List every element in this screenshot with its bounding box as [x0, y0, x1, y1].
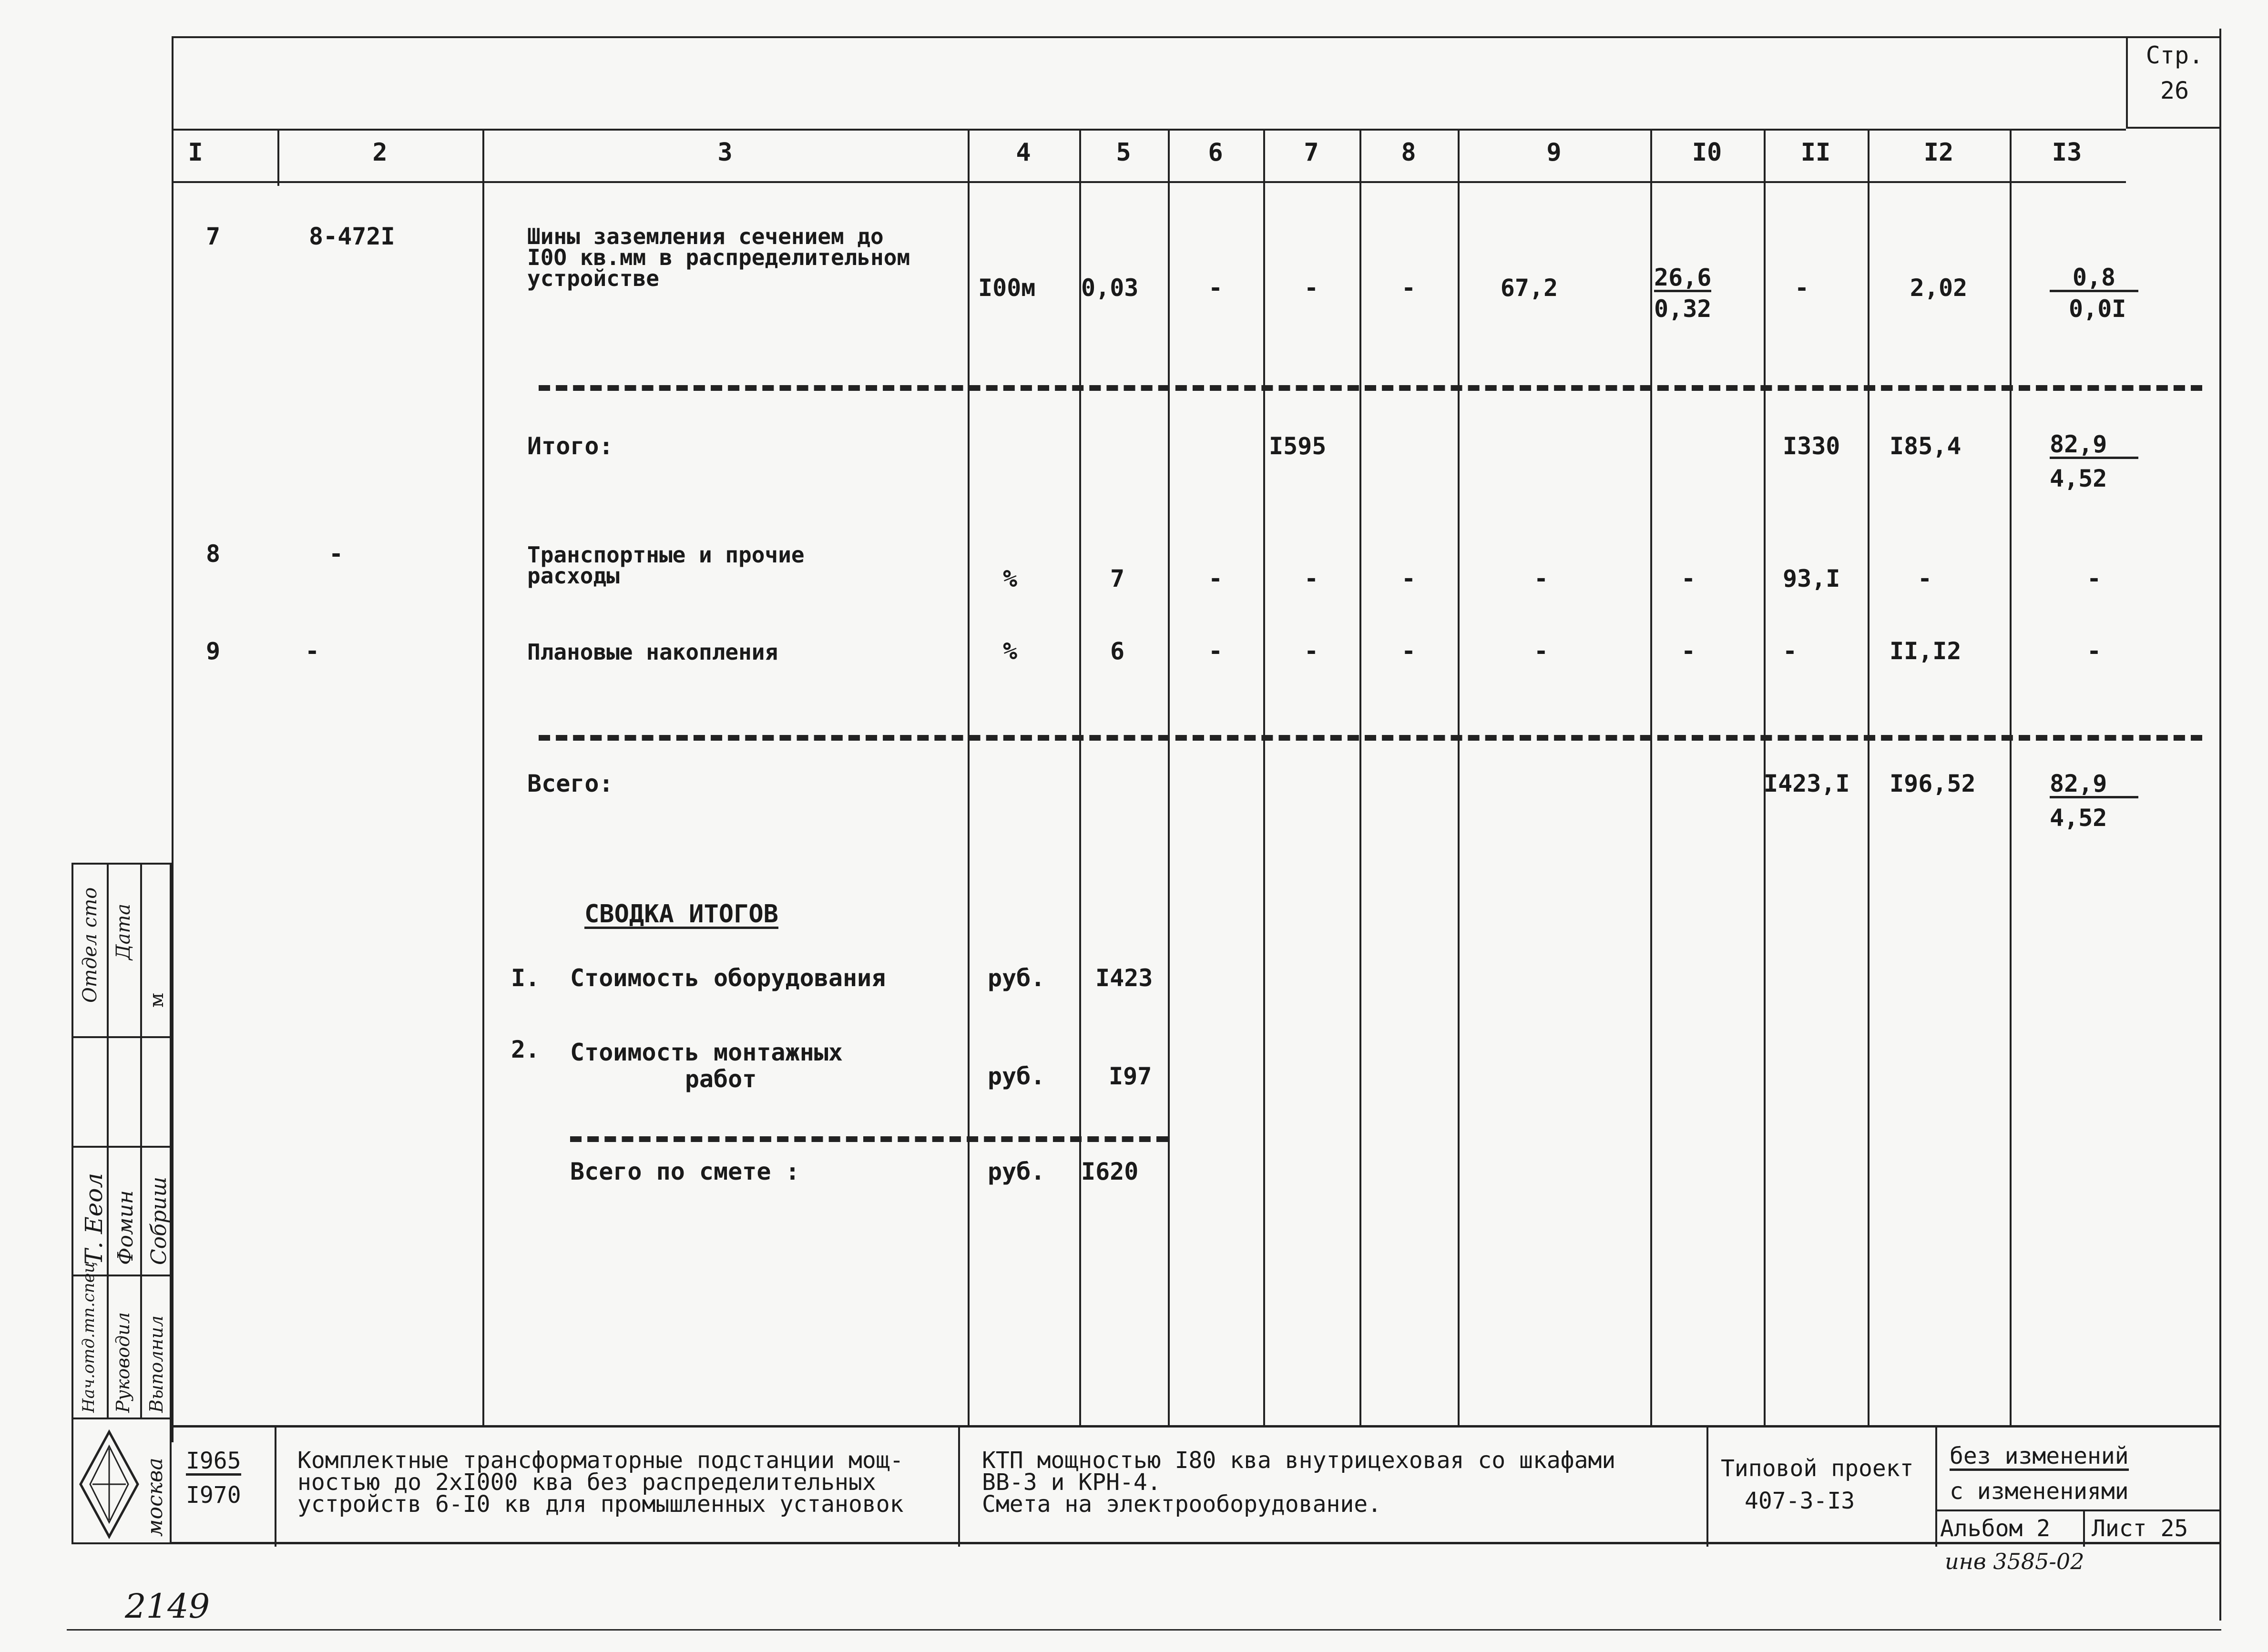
page-box	[2126, 36, 2221, 129]
row-col8: -	[1401, 637, 1416, 665]
row-code: -	[329, 540, 344, 568]
header-top-line	[172, 129, 2126, 131]
summary-total-unit: руб.	[988, 1158, 1045, 1185]
summary-item-label: Стоимость оборудования	[570, 964, 886, 992]
row-col10-bottom: 0,32	[1654, 295, 1712, 323]
col-line-2	[482, 129, 484, 1425]
row-col13: -	[2086, 637, 2102, 665]
summary-item-value: I97	[1109, 1062, 1152, 1090]
row-unit: %	[1003, 637, 1018, 665]
stamp-role: Нач.отд.тп.спец	[79, 1262, 98, 1413]
summary-title: СВОДКА ИТОГОВ	[584, 900, 778, 928]
inventory-number: инв 3585-02	[1945, 1549, 2084, 1574]
stamp-role: Руководил	[112, 1312, 133, 1413]
row-col6: -	[1208, 274, 1223, 302]
row-col5: 6	[1110, 637, 1125, 665]
project-description: Комплектные трансформаторные подстанции мощ- ностью до 2хI000 ква без распределительных устройств 6-I0 кв для промышленных установок	[297, 1447, 904, 1518]
row-col12: I85,4	[1890, 432, 1962, 460]
project-number: 407-3-I3	[1745, 1488, 1855, 1514]
row-col10: -	[1681, 637, 1696, 665]
col-header-5: 5	[1116, 138, 1131, 167]
stamp-header: Отдел сто	[79, 887, 101, 1003]
col-header-8: 8	[1401, 138, 1416, 167]
stamp-header: м	[146, 992, 168, 1008]
title-block-baseline	[72, 1542, 2221, 1544]
year-start: I965	[186, 1448, 241, 1476]
sheet-page-number: 2149	[125, 1587, 210, 1626]
side-stamp	[72, 863, 172, 1544]
col-header-10: I0	[1692, 138, 1722, 167]
album-number: Альбом 2	[1940, 1515, 2051, 1542]
stamp-header: Дата	[112, 903, 134, 960]
row-num: 8	[206, 540, 221, 568]
row-unit: I00м	[978, 274, 1036, 302]
row-col10: -	[1681, 565, 1696, 592]
stamp-role: Выполнил	[146, 1315, 167, 1413]
row-col13-bottom: 0,0I	[2069, 295, 2126, 323]
summary-item-unit: руб.	[988, 1062, 1045, 1090]
stamp-signature: Собриш	[147, 1176, 171, 1265]
row-code: 8-472I	[309, 223, 395, 250]
row-col5: 7	[1110, 565, 1125, 592]
col-header-9: 9	[1546, 138, 1562, 167]
row-num: 9	[206, 637, 221, 665]
col-line-4	[1079, 129, 1081, 1425]
stamp-signature: Т. Ееол	[80, 1173, 108, 1265]
dashed-separator	[539, 735, 2202, 741]
summary-item-num: 2.	[511, 1036, 540, 1063]
row-description: Плановые накопления	[527, 639, 778, 665]
col-line-8	[1458, 129, 1460, 1425]
page-box-label: Стр.	[2145, 41, 2204, 69]
row-description: Шины заземления сечением до I0О кв.мм в распределительном устройстве	[527, 224, 910, 291]
row-col7: I595	[1269, 432, 1327, 460]
col-line-3	[968, 129, 970, 1425]
summary-item-unit: руб.	[988, 964, 1045, 992]
summary-item-value: I423	[1095, 964, 1153, 992]
bottom-rule	[67, 1629, 2221, 1631]
row-description: Итого:	[527, 432, 613, 460]
col-header-11: II	[1800, 138, 1831, 167]
header-bottom-line	[172, 181, 2126, 183]
title-block	[172, 1425, 2221, 1544]
row-col7: -	[1304, 565, 1319, 592]
frame-right	[2219, 29, 2221, 1621]
row-col9: -	[1533, 565, 1549, 592]
row-col13-top: 0,8	[2050, 265, 2138, 292]
row-col12: -	[1917, 565, 1932, 592]
project-label: Типовой проект	[1721, 1455, 1914, 1482]
summary-item-label: Стоимость монтажных работ	[570, 1039, 843, 1093]
row-description: Транспортные и прочие расходы	[527, 542, 805, 589]
row-col13-bottom: 4,52	[2050, 465, 2107, 492]
row-col12: 2,02	[1910, 274, 1968, 302]
col-header-7: 7	[1304, 138, 1319, 167]
row-col5: 0,03	[1081, 274, 1139, 302]
row-col13-bottom: 4,52	[2050, 804, 2107, 832]
row-col6: -	[1208, 637, 1223, 665]
row-unit: %	[1003, 565, 1018, 592]
row-col12: II,I2	[1890, 637, 1962, 665]
col-line-9	[1650, 129, 1652, 1425]
row-col13: -	[2086, 565, 2102, 592]
col-header-1: I	[188, 138, 203, 167]
row-col8: -	[1401, 274, 1416, 302]
stamp-signature: Фомин	[113, 1190, 138, 1265]
dashed-separator	[539, 385, 2202, 391]
col-header-3: 3	[717, 138, 733, 167]
dashed-separator	[570, 1136, 1168, 1142]
col-line-11	[1868, 129, 1870, 1425]
row-code: -	[305, 637, 320, 665]
row-col6: -	[1208, 565, 1223, 592]
col-header-2: 2	[372, 138, 388, 167]
row-col11: -	[1783, 637, 1798, 665]
row-col8: -	[1401, 565, 1416, 592]
row-col11: 93,I	[1783, 565, 1840, 592]
summary-total-label: Всего по смете :	[570, 1158, 800, 1185]
summary-item-num: I.	[511, 964, 540, 992]
row-col10-top: 26,6	[1654, 264, 1712, 291]
status-changed: с изменениями	[1950, 1478, 2129, 1505]
col-line-6	[1263, 129, 1265, 1425]
col-header-12: I2	[1923, 138, 1954, 167]
row-col7: -	[1304, 637, 1319, 665]
col-header-13: I3	[2052, 138, 2082, 167]
stamp-city: москва	[143, 1458, 167, 1537]
summary-total-value: I620	[1081, 1158, 1139, 1185]
row-col11: I330	[1783, 432, 1840, 460]
status-unchanged: без изменений	[1950, 1444, 2129, 1471]
institute-logo-icon	[78, 1427, 140, 1541]
sheet-number: Лист 25	[2092, 1515, 2188, 1542]
frame-top	[172, 36, 2221, 38]
col-line-12	[2010, 129, 2012, 1425]
row-num: 7	[206, 223, 221, 250]
row-col11: -	[1794, 274, 1809, 302]
row-col9: 67,2	[1500, 274, 1558, 302]
row-col9: -	[1533, 637, 1549, 665]
col-line-5	[1168, 129, 1170, 1425]
year-end: I970	[186, 1482, 241, 1509]
row-description: Всего:	[527, 770, 613, 797]
frame-left	[172, 36, 174, 1442]
row-col7: -	[1304, 274, 1319, 302]
project-subject: КТП мощностью I80 ква внутрицеховая со шкафами ВВ-3 и КРН-4. Смета на электрооборудование.	[982, 1447, 1616, 1518]
page-box-number: 26	[2160, 77, 2189, 104]
col-header-6: 6	[1208, 138, 1223, 167]
row-col12: I96,52	[1890, 770, 1976, 797]
row-col11: I423,I	[1764, 770, 1850, 797]
row-col13-top: 82,9	[2050, 771, 2138, 798]
row-col13-top: 82,9	[2050, 432, 2138, 459]
col-line-7	[1359, 129, 1361, 1425]
col-header-4: 4	[1016, 138, 1031, 167]
